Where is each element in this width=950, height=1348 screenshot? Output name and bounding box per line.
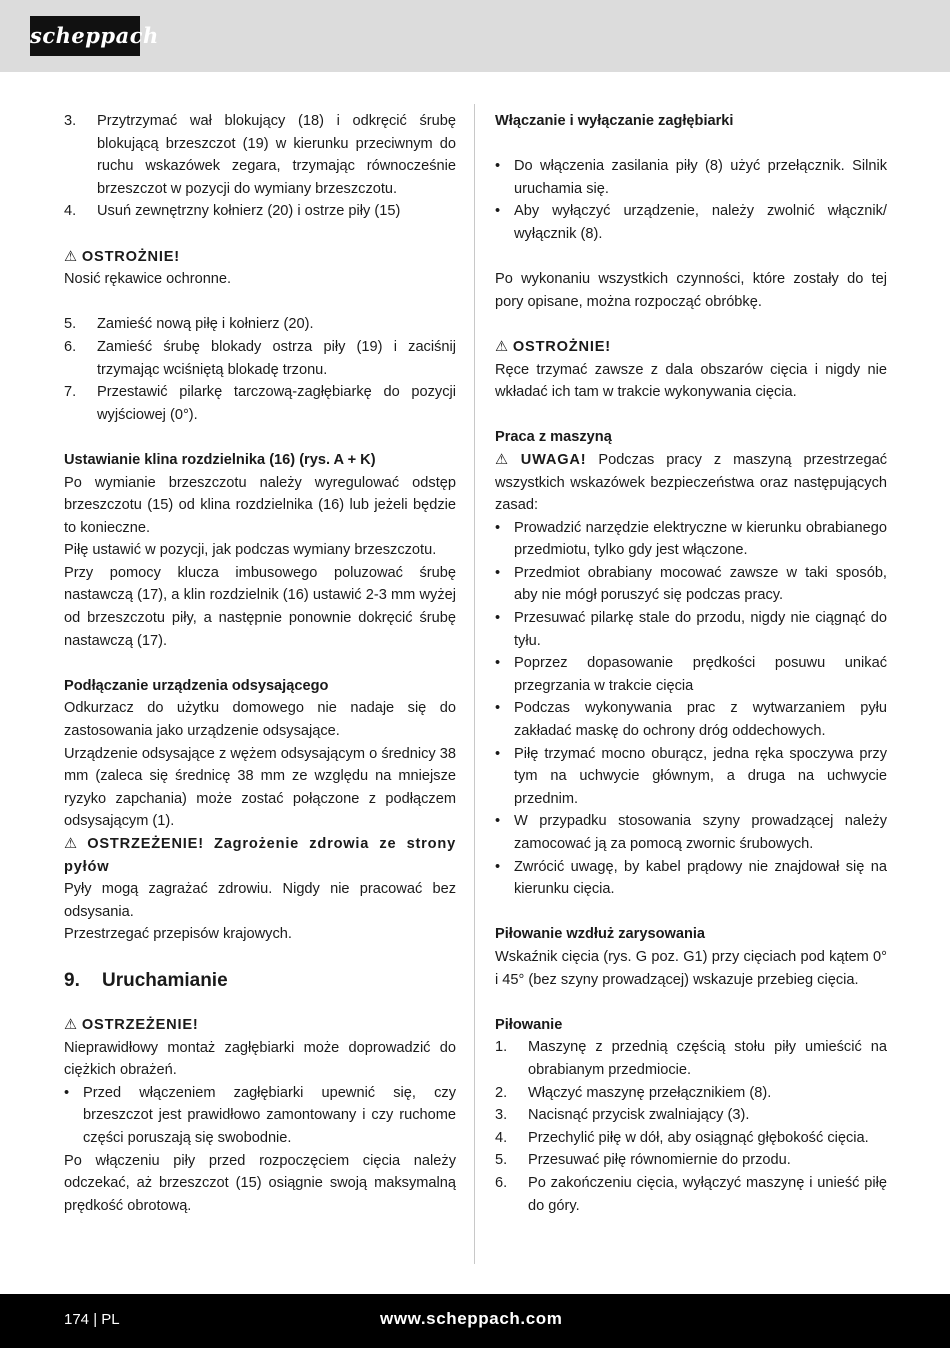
section-heading: Ustawianie klina rozdzielnika (16) (rys. A + K) [64, 451, 376, 468]
list-item: 5. Zamieść nową piłę i kołnierz (20). [64, 316, 314, 333]
bullet-icon: • [495, 745, 501, 762]
list-item: 7. Przestawić pilarkę tarczową-zagłębiarkę do pozycji wyjściowej (0°). [64, 384, 456, 423]
bullet-icon: • [64, 1084, 70, 1101]
bullet-icon: • [495, 610, 501, 627]
warning-triangle-icon: ⚠ [64, 836, 84, 852]
list-item: • Przesuwać pilarkę stale do przodu, nigdy nie ciągnąć do tyłu. [495, 607, 887, 652]
list-item: 6. Zamieść śrubę blokady ostrza piły (19) i zaciśnij trzymając wciśniętą blokadę trzonu. [64, 338, 456, 378]
website-link[interactable]: www.scheppach.com [380, 1309, 563, 1328]
list-item: • Podczas wykonywania prac z wytwarzaniem pyłu zakładać maskę do ochrony dróg oddechowych. [495, 697, 887, 742]
page-footer [0, 1294, 950, 1348]
paragraph: Przy pomocy klucza imbusowego poluzować śrubę nastawczą (17), a klin rozdzielnik (16) ustawić 2-3 mm wyżej od brzeszczotu piły, a następnie ponownie dokręcić śrubę nastawczą (17). [64, 564, 456, 649]
list-item: • Prowadzić narzędzie elektryczne w kierunku obrabianego przedmiotu, tylko gdy jest włączone. [495, 517, 887, 562]
bullet-icon: • [495, 655, 501, 672]
paragraph: Pyły mogą zagrażać zdrowiu. Nigdy nie pracować bez odsysania. [64, 881, 456, 920]
list-item: 3. Przytrzymać wał blokujący (18) i odkręcić śrubę blokującą brzeszczot (19) w kierunku przeciwnym do ruchu wskazówek zegara, trzymając równocześnie brzeszczot w pozycji do wymiany brzeszczotu. [64, 113, 456, 197]
bullet-icon: • [495, 813, 501, 830]
section-heading: Piłowanie wzdłuż zarysowania [495, 926, 706, 943]
section-heading: Piłowanie [495, 1016, 563, 1033]
list-item: • W przypadku stosowania szyny prowadzącej należy zamocować ją za pomocą zwornic śrubowych. [495, 810, 887, 855]
list-item: 2. Włączyć maszynę przełącznikiem (8). [495, 1084, 772, 1101]
section-heading: Włączanie i wyłączanie zagłębiarki [495, 113, 734, 129]
warning-triangle-icon: ⚠ [495, 338, 509, 355]
list-item: 4. Usuń zewnętrzny kołnierz (20) i ostrze piły (15) [64, 203, 401, 220]
list-item: • Aby wyłączyć urządzenie, należy zwolnić włącznik/ wyłącznik (8). [495, 200, 887, 245]
list-item: • Do włączenia zasilania piły (8) użyć przełącznik. Silnik uruchamia się. [495, 155, 887, 200]
paragraph: Ręce trzymać zawsze z dala obszarów cięcia i nigdy nie wkładać ich tam w trakcie wykonywania cięcia. [495, 361, 887, 401]
paragraph: Po włączeniu piły przed rozpoczęciem cięcia należy odczekać, aż brzeszczot (15) osiągnie swoją maksymalną prędkość obrotową. [64, 1152, 456, 1214]
column-divider [474, 104, 475, 1264]
bullet-icon: • [495, 700, 501, 717]
paragraph: Wskaźnik cięcia (rys. G poz. G1) przy cięciach pod kątem 0° i 45° (bez szyny prowadzącej) wskazuje przebieg cięcia. [495, 948, 887, 988]
caution-text: Nosić rękawice ochronne. [64, 271, 232, 288]
list-item: • Przed włączeniem zagłębiarki upewnić się, czy brzeszczot jest prawidłowo zamontowany i czy ruchome części poruszają się swobodnie. [64, 1082, 456, 1150]
section-heading: Praca z maszyną [495, 429, 612, 446]
list-item: • Poprzez dopasowanie prędkości posuwu unikać przegrzania w trakcie cięcia [495, 652, 887, 697]
warning-heading: ⚠ OSTRZEŻENIE! Zagrożenie zdrowia ze strony pyłów [64, 836, 457, 875]
warning-triangle-icon: ⚠ [64, 248, 78, 265]
list-item: 6. Po zakończeniu cięcia, wyłączyć maszynę i unieść piłę do góry. [495, 1174, 887, 1214]
paragraph: Piłę ustawić w pozycji, jak podczas wymiany brzeszczotu. [64, 542, 437, 559]
list-item: 5. Przesuwać piłę równomiernie do przodu. [495, 1152, 791, 1169]
paragraph: Po wymianie brzeszczotu należy wyregulować odstęp brzeszczotu (15) od klina rozdzielnika (16) lub jeżeli będzie to konieczne. [64, 474, 456, 536]
list-item: • Przedmiot obrabiany mocować zawsze w taki sposób, aby nie mógł poruszyć się podczas pracy. [495, 562, 887, 607]
chapter-heading: 9. Uruchamianie [64, 969, 228, 991]
bullet-icon: • [495, 564, 501, 581]
warning-triangle-icon: ⚠ [495, 451, 517, 468]
bullet-icon: • [495, 858, 501, 875]
paragraph: Nieprawidłowy montaż zagłębiarki może doprowadzić do ciężkich obrażeń. [64, 1039, 456, 1079]
page-number: 174 | PL [64, 1311, 120, 1328]
list-item: • Zwrócić uwagę, by kabel prądowy nie znajdował się na kierunku cięcia. [495, 856, 887, 901]
caution-heading: ⚠ OSTROŻNIE! [64, 248, 180, 265]
bullet-icon: • [495, 158, 501, 175]
list-item: 3. Nacisnąć przycisk zwalniający (3). [495, 1107, 750, 1124]
left-column [64, 110, 456, 1217]
scheppach-logo: scheppach [30, 16, 140, 56]
list-item: • Piłę trzymać mocno oburącz, jedna ręka spoczywa przy tym na uchwycie głównym, a druga na uchwycie przednim. [495, 743, 887, 811]
page-header [0, 0, 950, 72]
notice-label: ⚠ UWAGA! [495, 451, 587, 468]
warning-heading: ⚠ OSTRZEŻENIE! [64, 1016, 199, 1033]
right-column [495, 110, 887, 1217]
bullet-icon: • [495, 203, 501, 220]
list-item: 1. Maszynę z przednią częścią stołu piły umieścić na obrabianym przedmiocie. [495, 1039, 887, 1078]
paragraph: ⚠ UWAGA! Podczas pracy z maszyną przestrzegać wszystkich wskazówek bezpieczeństwa oraz następujących zasad: [495, 451, 888, 514]
list-item: 4. Przechylić piłę w dół, aby osiągnąć głębokość cięcia. [495, 1129, 869, 1146]
paragraph: Urządzenie odsysające z wężem odsysającym o średnicy 38 mm (zaleca się średnicę 38 mm ze względu na mniejsze ryzyko zapchania) może zostać połączone z podłączem odsysającym (1). [64, 745, 456, 830]
paragraph: Przestrzegać przepisów krajowych. [64, 926, 292, 943]
paragraph: Po wykonaniu wszystkich czynności, które zostały do tej pory opisane, można rozpocząć obróbkę. [495, 271, 887, 310]
warning-triangle-icon: ⚠ [64, 1016, 78, 1033]
paragraph: Odkurzacz do użytku domowego nie nadaje się do zastosowania jako urządzenie odsysające. [64, 700, 456, 740]
bullet-icon: • [495, 519, 501, 536]
caution-heading: ⚠ OSTROŻNIE! [495, 338, 611, 355]
section-heading: Podłączanie urządzenia odsysającego [64, 677, 329, 694]
